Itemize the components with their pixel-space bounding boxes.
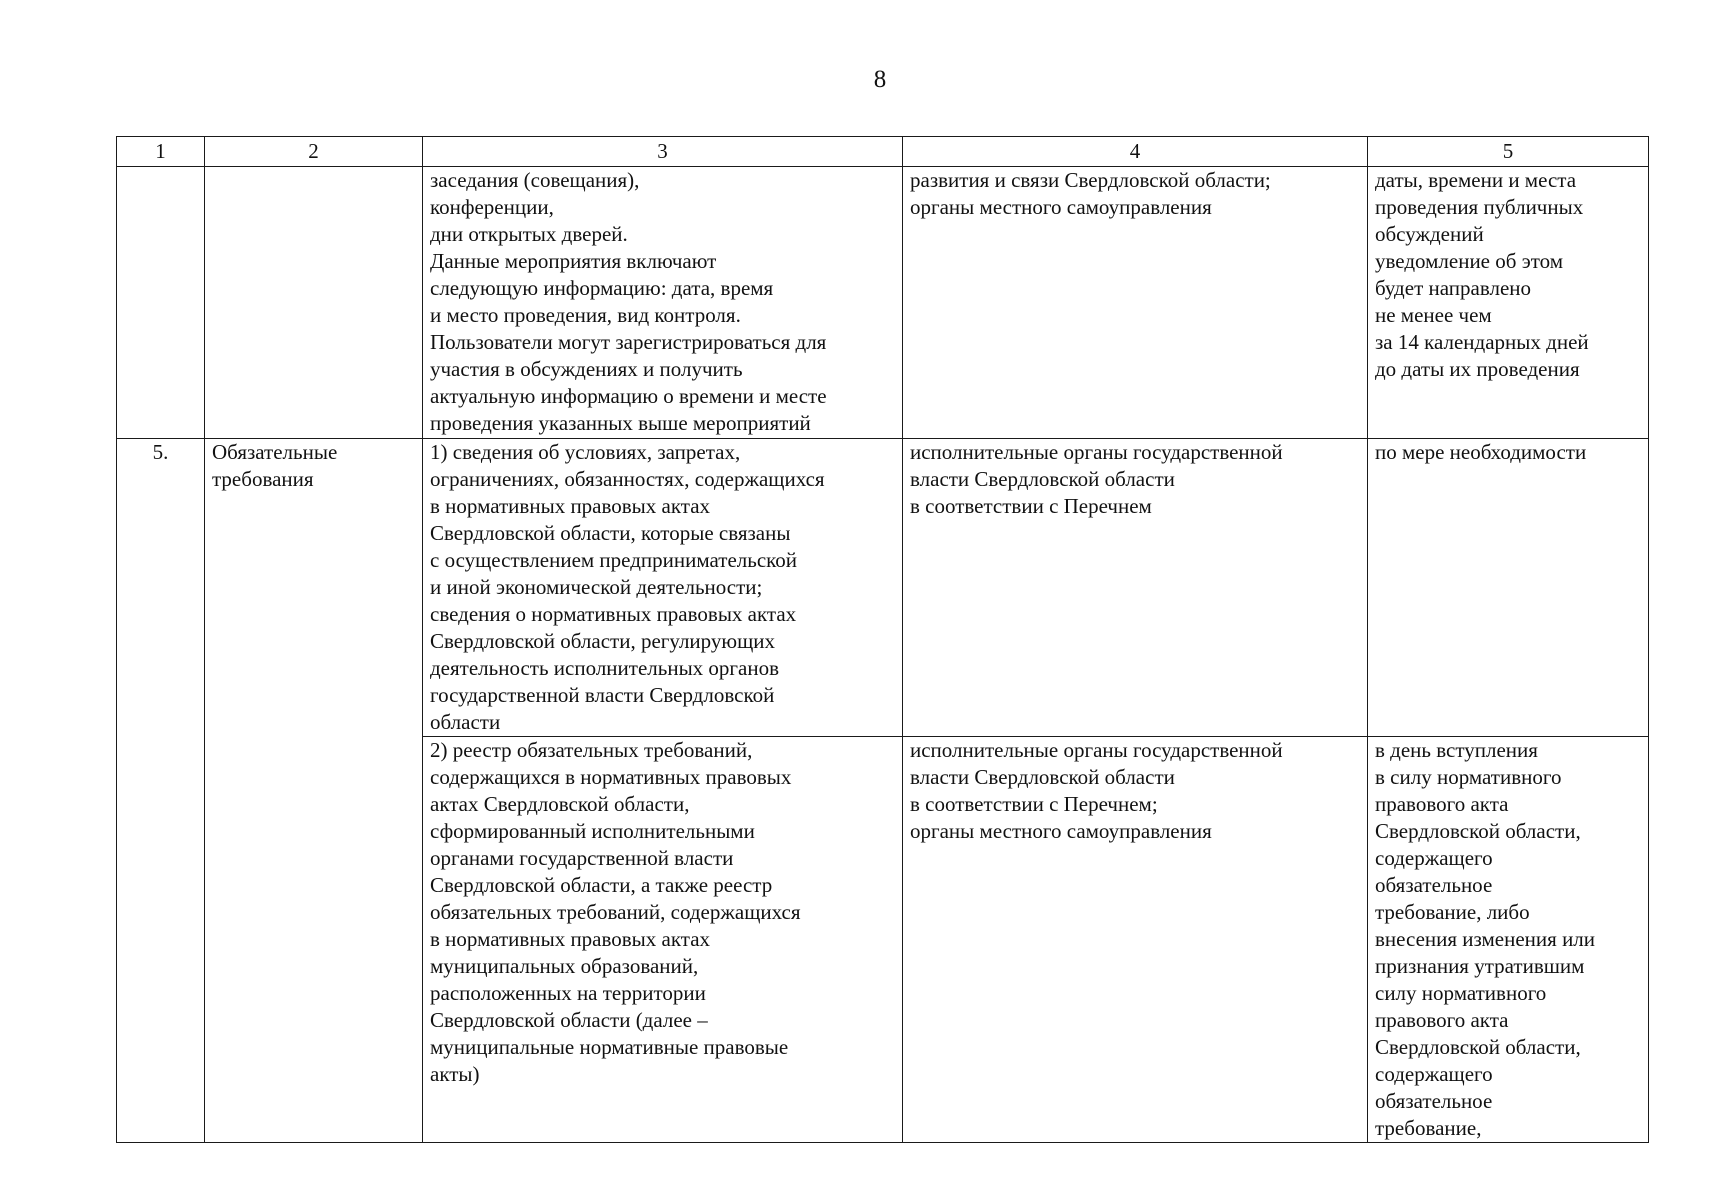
text-line: признания утратившим — [1375, 954, 1585, 978]
cell-content — [423, 439, 903, 737]
text-line: Свердловской области, регулирующих — [430, 629, 775, 653]
text-line: акты) — [430, 1062, 480, 1086]
text-line: обязательное — [1375, 1089, 1493, 1113]
text-line: содержащихся в нормативных правовых — [430, 765, 792, 789]
text-line: не менее чем — [1375, 303, 1492, 327]
text-line: исполнительные органы государственной — [910, 440, 1283, 464]
cell-period — [1368, 439, 1649, 737]
cell-responsible — [903, 167, 1368, 439]
text-line: внесения изменения или — [1375, 927, 1596, 951]
text-line: 1) сведения об условиях, запретах, — [430, 440, 741, 464]
text-line: проведения указанных выше мероприятий — [430, 411, 811, 435]
text-line: муниципальные нормативные правовые — [430, 1035, 789, 1059]
text-line: содержащего — [1375, 846, 1493, 870]
text-line: актах Свердловской области, — [430, 792, 690, 816]
table-header-row — [117, 137, 1649, 167]
page-number: 8 — [873, 66, 887, 93]
text-line: власти Свердловской области — [910, 467, 1175, 491]
text-line: области — [430, 710, 501, 734]
text-line: по мере необходимости — [1375, 440, 1587, 464]
text-line: правового акта — [1375, 792, 1509, 816]
text-line: и место проведения, вид контроля. — [430, 303, 741, 327]
text-line: обязательное — [1375, 873, 1493, 897]
text-line: и иной экономической деятельности; — [430, 575, 763, 599]
text-line: органы местного самоуправления — [910, 195, 1212, 219]
cell-title — [205, 439, 423, 1143]
text-line: заседания (совещания), — [430, 168, 640, 192]
cell-period — [1368, 737, 1649, 1143]
text-line: с осуществлением предпринимательской — [430, 548, 798, 572]
text-line: следующую информацию: дата, время — [430, 276, 774, 300]
text-line: требования — [212, 467, 314, 491]
column-header-1: 1 — [117, 137, 205, 167]
text-line: актуальную информацию о времени и месте — [430, 384, 827, 408]
cell-content — [423, 167, 903, 439]
text-line: исполнительные органы государственной — [910, 738, 1283, 762]
text-line: проведения публичных — [1375, 195, 1584, 219]
cell-number — [117, 167, 205, 439]
cell-content — [423, 737, 903, 1143]
text-line: расположенных на территории — [430, 981, 706, 1005]
text-line: требование, — [1375, 1116, 1482, 1140]
text-line: даты, времени и места — [1375, 168, 1577, 192]
text-line: развития и связи Свердловской области; — [910, 168, 1271, 192]
text-line: в силу нормативного — [1375, 765, 1562, 789]
text-line: обсуждений — [1375, 222, 1484, 246]
text-line: правового акта — [1375, 1008, 1509, 1032]
text-line: требование, либо — [1375, 900, 1530, 924]
text-line: государственной власти Свердловской — [430, 683, 775, 707]
text-line: органы местного самоуправления — [910, 819, 1212, 843]
text-line: в день вступления — [1375, 738, 1538, 762]
cell-period — [1368, 167, 1649, 439]
column-header-4: 4 — [903, 137, 1368, 167]
text-line: в соответствии с Перечнем; — [910, 792, 1158, 816]
text-line: муниципальных образований, — [430, 954, 699, 978]
text-line: конференции, — [430, 195, 554, 219]
text-line: власти Свердловской области — [910, 765, 1175, 789]
column-header-2: 2 — [205, 137, 423, 167]
text-line: до даты их проведения — [1375, 357, 1580, 381]
text-line: будет направлено — [1375, 276, 1532, 300]
text-line: Свердловской области (далее – — [430, 1008, 708, 1032]
text-line: уведомление об этом — [1375, 249, 1563, 273]
text-line: сведения о нормативных правовых актах — [430, 602, 797, 626]
text-line: за 14 календарных дней — [1375, 330, 1589, 354]
text-line: Обязательные — [212, 440, 338, 464]
table-row-5-part-1 — [117, 439, 1649, 737]
text-line: содержащего — [1375, 1062, 1493, 1086]
cell-responsible — [903, 439, 1368, 737]
text-line: Пользователи могут зарегистрироваться для — [430, 330, 827, 354]
text-line: ограничениях, обязанностях, содержащихся — [430, 467, 825, 491]
text-line: сформированный исполнительными — [430, 819, 755, 843]
cell-number: 5. — [117, 439, 205, 1143]
text-line: участия в обсуждениях и получить — [430, 357, 743, 381]
text-line: Свердловской области, а также реестр — [430, 873, 773, 897]
text-line: Свердловской области, — [1375, 1035, 1581, 1059]
text-line: Свердловской области, — [1375, 819, 1581, 843]
column-header-3: 3 — [423, 137, 903, 167]
text-line: в нормативных правовых актах — [430, 494, 711, 518]
column-header-5: 5 — [1368, 137, 1649, 167]
text-line: Данные мероприятия включают — [430, 249, 717, 273]
text-line: деятельность исполнительных органов — [430, 656, 780, 680]
cell-responsible — [903, 737, 1368, 1143]
cell-title — [205, 167, 423, 439]
text-line: дни открытых дверей. — [430, 222, 628, 246]
text-line: силу нормативного — [1375, 981, 1547, 1005]
text-line: 2) реестр обязательных требований, — [430, 738, 753, 762]
text-line: Свердловской области, которые связаны — [430, 521, 791, 545]
document-table — [116, 136, 1649, 1143]
text-line: в нормативных правовых актах — [430, 927, 711, 951]
text-line: обязательных требований, содержащихся — [430, 900, 801, 924]
text-line: органами государственной власти — [430, 846, 734, 870]
table-row-continuation — [117, 167, 1649, 439]
text-line: в соответствии с Перечнем — [910, 494, 1152, 518]
